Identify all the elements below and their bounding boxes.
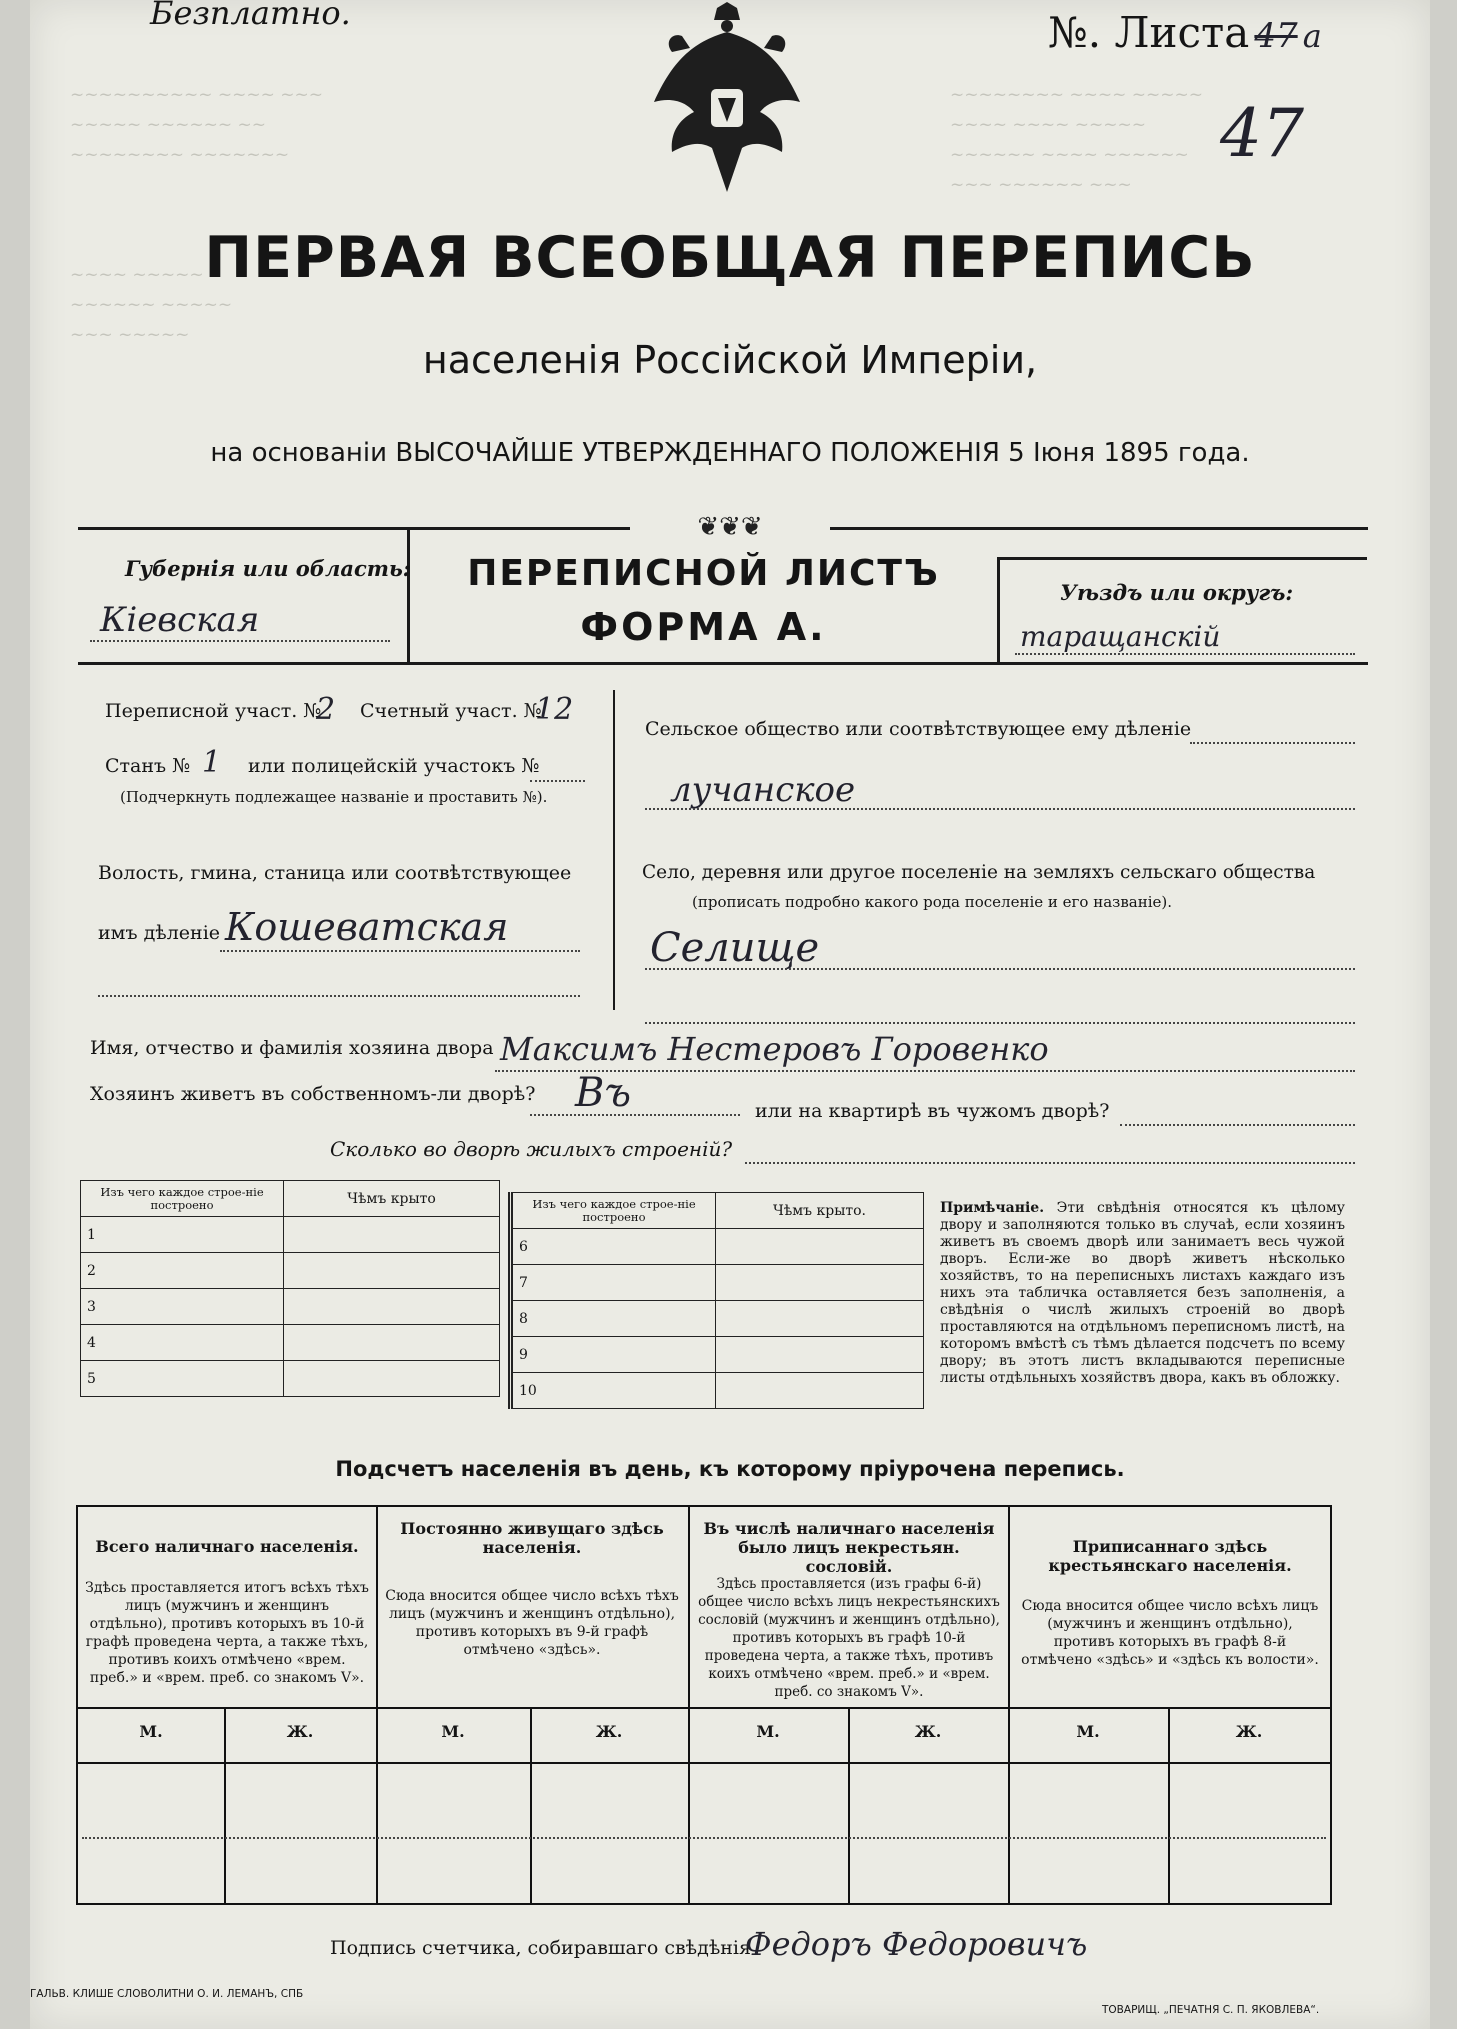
district-value: таращанскій	[1020, 620, 1221, 653]
female-label: Ж.	[595, 1722, 623, 1741]
stan-value: 1	[202, 745, 222, 780]
form-divider-right-top	[997, 557, 1367, 560]
owner-name-label: Имя, отчество и фамилія хозяина двора	[90, 1037, 494, 1059]
village-value: Селище	[650, 925, 820, 971]
population-col-1-desc: Здѣсь проставляется итогъ всѣхъ тѣхъ лицъ (мужчинъ и женщинъ отдѣльно), противъ которыхъ въ 10-й графѣ проведена черта, а также тѣхъ, противъ коихъ отмѣчено «врем. преб.» и «врем. преб. со знакомъ V».	[85, 1580, 369, 1686]
buildings-table-left	[80, 1180, 500, 1397]
police-label: или полицейскій участокъ №	[248, 755, 540, 777]
society-label: Сельское общество или соотвѣтствующее ему дѣленіе	[645, 718, 1192, 740]
footer-left: ГАЛЬВ. КЛИШЕ СЛОВОЛИТНИ О. И. ЛЕМАНЪ, СПБ	[30, 1988, 304, 2000]
footer-right: ТОВАРИЩ. „ПЕЧАТНЯ С. П. ЯКОВЛЕВА“.	[1102, 2004, 1320, 2016]
village-label: Село, деревня или другое поселеніе на земляхъ сельскаго общества	[642, 862, 1316, 883]
underline-note: (Подчеркнуть подлежащее названіе и проставить №).	[120, 788, 548, 806]
bleed-through-texture: ~~~~~~~~ ~~~~ ~~~~~ ~~~~ ~~~~ ~~~~~ ~~~~~~ ~~~~ ~~~~~~ ~~~ ~~~~~~ ~~~	[950, 85, 1203, 195]
male-label: М.	[441, 1722, 465, 1741]
volost-line	[220, 950, 580, 952]
population-col-1-head: Всего наличнаго населенія.	[95, 1537, 359, 1556]
buildings-table-right	[508, 1192, 924, 1409]
society-line	[1190, 742, 1355, 744]
society-value: лучанское	[670, 770, 856, 810]
province-value: Кіевская	[100, 600, 260, 640]
table-header: Изъ чего каждое строе-ніе построено	[511, 1193, 716, 1229]
female-label: Ж.	[914, 1722, 942, 1741]
population-total-line	[82, 1837, 1326, 1839]
table-header: Изъ чего каждое строе-ніе построено	[81, 1181, 284, 1217]
title-sub: населенія Россійской Имперіи,	[422, 338, 1038, 382]
table-row: 4	[81, 1325, 284, 1361]
title-basis: на основаніи ВЫСОЧАЙШЕ УТВЕРЖДЕННАГО ПОЛОЖЕНІЯ 5 Іюня 1895 года.	[210, 438, 1250, 468]
population-col-4-head: Приписаннаго здѣсь крестьянскаго населенія.	[1048, 1537, 1292, 1575]
bleed-through-texture: ~~~~~~~~~~ ~~~~ ~~~ ~~~~~ ~~~~~~ ~~ ~~~~~~~~ ~~~~~~~ ~~~~ ~~~~~ ~~~~~~ ~~~~~ ~~~ ~~~~~	[70, 85, 323, 345]
sheet-letter: а	[1302, 17, 1322, 55]
table-row: 7	[511, 1265, 716, 1301]
form-title-line2: ФОРМА А.	[580, 605, 827, 649]
count-area-value: 12	[535, 692, 574, 727]
table-row: 5	[81, 1361, 284, 1397]
province-line	[90, 640, 390, 642]
census-area-value: 2	[316, 692, 336, 727]
male-label: М.	[139, 1722, 163, 1741]
stan-label: Станъ №	[105, 755, 191, 777]
own-yard-value: Въ	[575, 1070, 632, 1116]
district-line	[1015, 653, 1355, 655]
rented-label: или на квартирѣ въ чужомъ дворѣ?	[755, 1100, 1110, 1122]
buildings-label: Сколько во дворѣ жилыхъ строеній?	[330, 1137, 733, 1161]
male-label: М.	[756, 1722, 780, 1741]
owner-name-value: Максимъ Нестеровъ Горовенко	[500, 1030, 1049, 1068]
table-row: 6	[511, 1229, 716, 1265]
table-row: 9	[511, 1337, 716, 1373]
census-area-label: Переписной участ. №	[105, 700, 322, 722]
form-header-bottom-rule	[78, 662, 1368, 665]
volost-value: Кошеватская	[225, 905, 509, 949]
society-line-2	[645, 808, 1355, 810]
census-sheet	[30, 0, 1430, 2029]
population-col-3-head: Въ числѣ наличнаго населенія было лицъ некрестьян. сословій.	[703, 1519, 995, 1576]
signature-value: Федоръ Федоровичъ	[745, 1925, 1088, 1963]
form-divider-right	[997, 557, 1000, 662]
province-label: Губернія или область:	[125, 556, 411, 581]
population-col-3-desc: Здѣсь проставляется (изъ графы 6-й) общее число всѣхъ лицъ некрестьянскихъ сословій (мужчинъ и женщинъ отдѣльно), противъ которыхъ въ графѣ 10-й проведена черта, а также тѣхъ, противъ коихъ отмѣчено «врем. преб.» и «врем. преб. со знакомъ V».	[698, 1576, 1000, 1700]
population-col-2-desc: Сюда вносится общее число всѣхъ тѣхъ лицъ (мужчинъ и женщинъ отдѣльно), противъ которыхъ въ 9-й графѣ отмѣчено «здѣсь».	[385, 1588, 679, 1658]
female-label: Ж.	[1235, 1722, 1263, 1741]
ornament: ❦❦❦	[630, 512, 830, 542]
table-row: 3	[81, 1289, 284, 1325]
table-row: 8	[511, 1301, 716, 1337]
buildings-line	[745, 1162, 1355, 1164]
free-label: Безплатно.	[150, 0, 351, 32]
sheet-label: №. Листа	[1048, 8, 1250, 57]
volost-line-2	[98, 995, 580, 997]
population-title: Подсчетъ населенія въ день, къ которому пріурочена перепись.	[335, 1457, 1125, 1481]
blocks-vertical-divider	[613, 690, 615, 1010]
form-title-line1: ПЕРЕПИСНОЙ ЛИСТЪ	[467, 553, 940, 594]
signature-label: Подпись счетчика, собиравшаго свѣдѣнія	[330, 1937, 751, 1959]
population-col-2-head: Постоянно живущаго здѣсь населенія.	[400, 1519, 664, 1557]
volost-label-2: имъ дѣленіе	[98, 922, 221, 944]
imperial-eagle-emblem	[642, 2, 812, 202]
table-row: 2	[81, 1253, 284, 1289]
table-header: Чѣмъ крыто	[284, 1181, 500, 1217]
sheet-number-handwritten: 47	[1220, 95, 1304, 172]
note-block	[940, 1200, 1345, 1387]
population-col-4-desc: Сюда вносится общее число всѣхъ лицъ (мужчинъ и женщинъ отдѣльно), противъ которыхъ въ графѣ 8-й отмѣчено «здѣсь» и «здѣсь къ волости».	[1021, 1598, 1319, 1668]
title-main: ПЕРВАЯ ВСЕОБЩАЯ ПЕРЕПИСЬ	[204, 225, 1256, 291]
population-table	[76, 1505, 1332, 1905]
village-line-2	[645, 1022, 1355, 1024]
note-text: Эти свѣдѣнія относятся къ цѣлому двору и заполняются только въ случаѣ, если хозяинъ живетъ въ своемъ дворѣ или занимаетъ весь чужой дворъ. Если-же во дворѣ живетъ нѣсколько хозяйствъ, то на переписныхъ листахъ каждаго изъ нихъ эта табличка оставляется безъ заполненія, а свѣдѣнія о числѣ жилыхъ строеній во дворѣ проставляются на отдѣльномъ переписномъ листѣ, на которомъ вмѣстѣ съ тѣмъ дѣлается подсчетъ по всему двору; въ этотъ листъ вкладываются переписные листы отдѣльныхъ хозяйствъ двора, какъ въ обложку.	[940, 1200, 1345, 1386]
own-yard-line	[530, 1114, 740, 1116]
male-label: М.	[1076, 1722, 1100, 1741]
village-line	[645, 968, 1355, 970]
own-yard-label: Хозяинъ живетъ въ собственномъ-ли дворѣ?	[90, 1083, 536, 1105]
table-header: Чѣмъ крыто.	[716, 1193, 924, 1229]
police-line	[530, 780, 585, 782]
count-area-label: Счетный участ. №	[360, 700, 542, 722]
sheet-number	[1048, 8, 1322, 57]
sheet-struck-number: 47	[1254, 16, 1298, 56]
village-note: (прописать подробно какого рода поселеніе и его названіе).	[692, 893, 1172, 911]
note-lead: Примѣчаніе.	[940, 1200, 1045, 1216]
table-row: 1	[81, 1217, 284, 1253]
female-label: Ж.	[286, 1722, 314, 1741]
table-row: 10	[511, 1373, 716, 1409]
volost-label: Волость, гмина, станица или соотвѣтствующее	[98, 862, 572, 884]
district-label: Уѣздъ или округъ:	[1060, 580, 1294, 605]
rented-line	[1120, 1124, 1355, 1126]
